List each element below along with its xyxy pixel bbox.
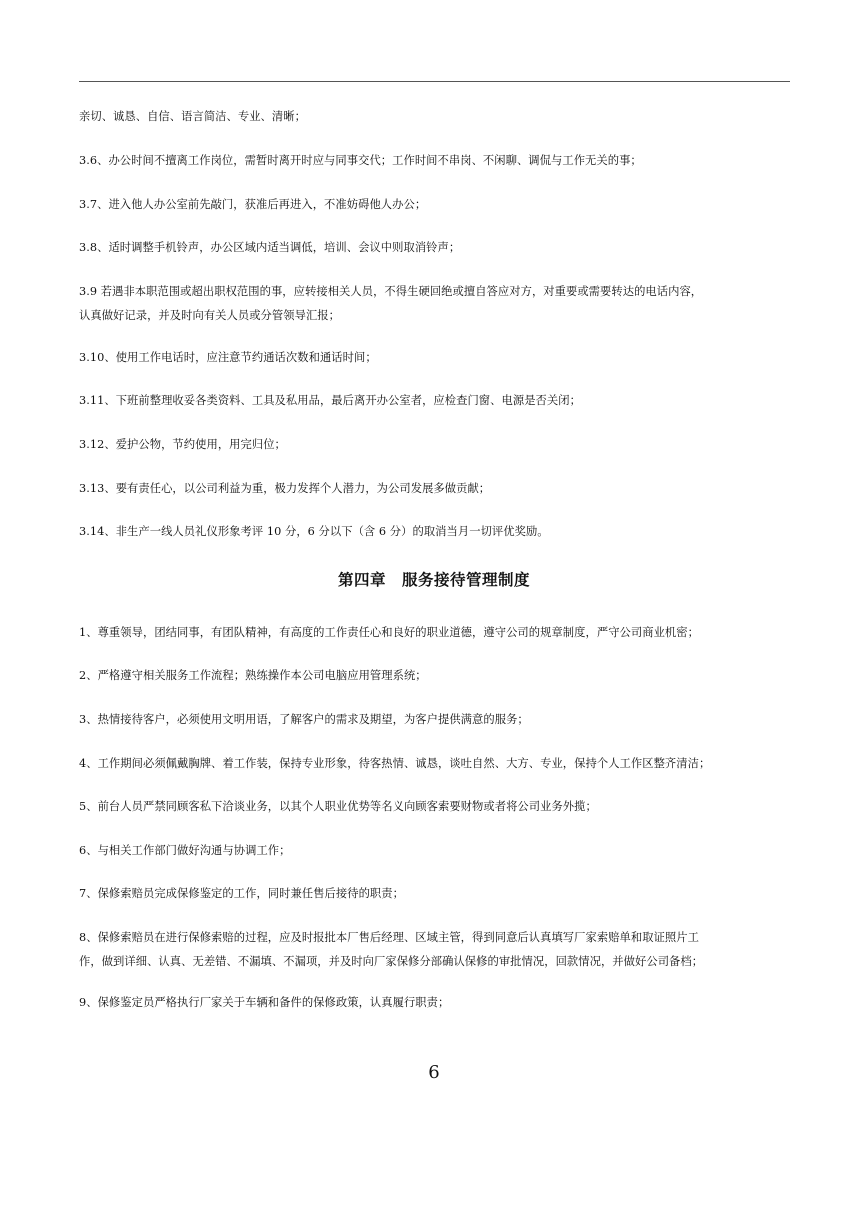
- paragraph-3-7: [79, 193, 790, 217]
- text-line: 3.9 若遇非本职范围或超出职权范围的事，应转接相关人员，不得生硬回绝或擅自答应对方，对重要或需要转达的电话内容，: [79, 285, 703, 298]
- paragraph-3-12: [79, 433, 790, 457]
- paragraph-4-2: [79, 664, 790, 688]
- text-line: 3.7、进入他人办公室前先敲门，获准后再进入，不准妨碍他人办公；: [79, 198, 427, 211]
- paragraph-3-14: [79, 520, 790, 544]
- text-line: 3.10、使用工作电话时，应注意节约通话次数和通话时间；: [79, 351, 377, 364]
- paragraph-4-4: [79, 752, 790, 776]
- text-line: 6、与相关工作部门做好沟通与协调工作；: [79, 844, 291, 857]
- page-number: 6: [428, 1062, 440, 1083]
- header-rule: [79, 81, 790, 82]
- text-line: 作，做到详细、认真、无差错、不漏填、不漏项，并及时向厂家保修分部确认保修的审批情况，回款情况，并做好公司备档；: [79, 955, 704, 968]
- text-line: 3.6、办公时间不擅离工作岗位，需暂时离开时应与同事交代；工作时间不串岗、不闲聊、调侃与工作无关的事；: [79, 154, 642, 167]
- text-line: 8、保修索赔员在进行保修索赔的过程，应及时报批本厂售后经理、区域主管，得到同意后认真填写厂家索赔单和取证照片工: [79, 931, 699, 944]
- chapter-number: 第四章: [337, 570, 386, 589]
- text-line: 3.12、爱护公物，节约使用，用完归位；: [79, 438, 286, 451]
- paragraph-4-3: [79, 708, 790, 732]
- text-line: 2、严格遵守相关服务工作流程；熟练操作本公司电脑应用管理系统；: [79, 669, 427, 682]
- paragraph-4-1: [79, 621, 790, 645]
- text-line: 3.11、下班前整理收妥各类资料、工具及私用品，最后离开办公室者，应检查门窗、电源是否关闭；: [79, 394, 581, 407]
- paragraph-3-13: [79, 477, 790, 501]
- paragraph-4-6: [79, 839, 790, 863]
- text-line: 7、保修索赔员完成保修鉴定的工作，同时兼任售后接待的职责；: [79, 887, 404, 900]
- paragraph-4-5: [79, 795, 790, 819]
- text-line: 4、工作期间必须佩戴胸牌、着工作装，保持专业形象，待客热情、诚恳，谈吐自然、大方、专业，保持个人工作区整齐清洁；: [79, 757, 711, 770]
- paragraph-3-10: [79, 346, 790, 370]
- chapter-heading: [0, 566, 868, 594]
- paragraph-3-11: [79, 389, 790, 413]
- text-line: 9、保修鉴定员严格执行厂家关于车辆和备件的保修政策，认真履行职责；: [79, 996, 450, 1009]
- paragraph-3-6: [79, 149, 790, 173]
- text-line: 5、前台人员严禁同顾客私下洽谈业务，以其个人职业优势等名义向顾客索要财物或者将公司业务外揽；: [79, 800, 597, 813]
- text-line: 3.8、适时调整手机铃声，办公区域内适当调低，培训、会议中则取消铃声；: [79, 241, 461, 254]
- paragraph-3-5-continued: [79, 105, 790, 129]
- text-line: 1、尊重领导，团结同事，有团队精神，有高度的工作责任心和良好的职业道德，遵守公司的规章制度，严守公司商业机密；: [79, 626, 699, 639]
- paragraph-4-7: [79, 882, 790, 906]
- text-line: 亲切、诚恳、自信、语言简洁、专业、清晰；: [79, 110, 306, 123]
- text-line: 3、热情接待客户，必须使用文明用语，了解客户的需求及期望，为客户提供满意的服务；: [79, 713, 529, 726]
- text-line: 3.14、非生产一线人员礼仪形象考评 10 分，6 分以下（含 6 分）的取消当月一切评优奖励。: [79, 525, 549, 538]
- paragraph-4-9: [79, 991, 790, 1015]
- text-line: 3.13、要有责任心，以公司利益为重，极力发挥个人潜力，为公司发展多做贡献；: [79, 482, 491, 495]
- paragraph-3-9: [79, 280, 790, 328]
- chapter-title: 服务接待管理制度: [402, 570, 531, 589]
- paragraph-4-8: [79, 926, 790, 974]
- paragraph-3-8: [79, 236, 790, 260]
- text-line: 认真做好记录，并及时向有关人员或分管领导汇报；: [79, 309, 340, 322]
